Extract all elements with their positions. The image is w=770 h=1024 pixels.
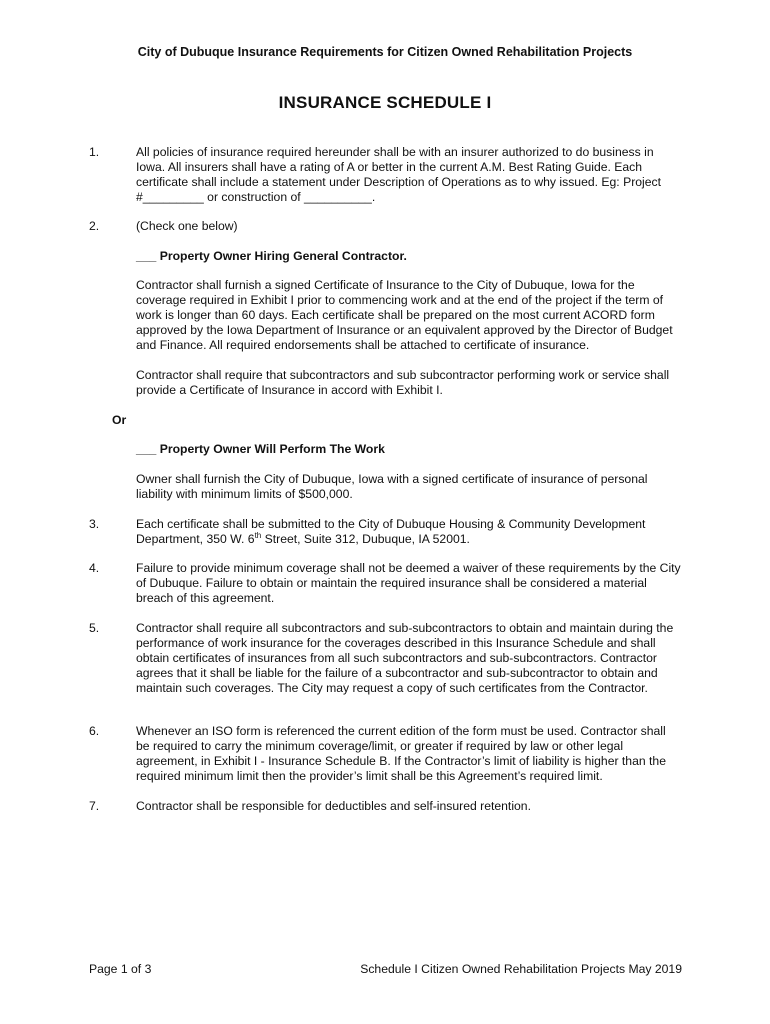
item-number: 6. <box>89 724 100 738</box>
item-text: (Check one below) <box>136 219 238 233</box>
option-a-paragraph-2: Contractor shall require that subcontractors and sub subcontractor performing work or service shall provide a Certificate of Insurance in accord with Exhibit I. <box>136 368 670 397</box>
option-b-heading: ___ Property Owner Will Perform The Work <box>136 442 385 456</box>
item-number: 7. <box>89 799 100 813</box>
running-header: City of Dubuque Insurance Requirements for Citizen Owned Rehabilitation Projects <box>137 45 633 59</box>
item-number: 5. <box>89 621 100 635</box>
item-number: 4. <box>89 561 100 575</box>
item-text: All policies of insurance required hereunder shall be with an insurer authorized to do business in Iowa. All insurers shall have a rating of A or better in the current A.M. Best Rating Guide. Each certificate shall include a statement under Description of Operations as to why issued. Eg: Project #_________ or construction of __________. <box>136 145 662 204</box>
option-a-heading: ___ Property Owner Hiring General Contractor. <box>136 249 407 263</box>
or-label: Or <box>112 413 127 427</box>
item-number: 1. <box>89 145 100 159</box>
page-number: Page 1 of 3 <box>89 962 152 976</box>
ordinal-suffix: th <box>254 530 262 540</box>
option-b-paragraph: Owner shall furnish the City of Dubuque, Iowa with a signed certificate of insurance of personal liability with minimum limits of $500,000. <box>136 472 648 501</box>
item-text: Contractor shall require all subcontractors and sub-subcontractors to obtain and maintain during the performance of work insurance for the coverages described in this Insurance Schedule and shall obtain certificates of insurances from all such subcontractors and sub-subcontractors. Contractor agrees that it shall be liable for the failure of a subcontractor and sub-subcontractor to obtain and maintain such coverages. The City may request a copy of such certificates from the Contractor. <box>136 621 674 695</box>
item-number: 3. <box>89 517 100 531</box>
item-text: Failure to provide minimum coverage shall not be deemed a waiver of these requirements by the City of Dubuque. Failure to obtain or maintain the required insurance shall be considered a material breach of this agreement. <box>136 561 681 605</box>
item-3-line-1: Each certificate shall be submitted to the City of Dubuque Housing & Community Development <box>136 517 646 531</box>
item-3-line-2a: Department, 350 W. 6 <box>136 532 255 546</box>
item-3-line-2b: Street, Suite 312, Dubuque, IA 52001. <box>261 532 470 546</box>
page-title: INSURANCE SCHEDULE I <box>278 93 492 112</box>
item-text: Contractor shall be responsible for deductibles and self-insured retention. <box>136 799 531 813</box>
option-a-paragraph-1: Contractor shall furnish a signed Certificate of Insurance to the City of Dubuque, Iowa for the coverage required in Exhibit I prior to commencing work and at the end of the project if the term of work is longer than 60 days. Each certificate shall be prepared on the most current ACORD form approved by the Iowa Department of Insurance or an equivalent approved by the Director of Budget and Finance. All required endorsements shall be attached to certificate of insurance. <box>136 278 673 352</box>
footer-document-title: Schedule I Citizen Owned Rehabilitation Projects May 2019 <box>360 962 682 976</box>
item-text: Whenever an ISO form is referenced the current edition of the form must be used. Contractor shall be required to carry the minimum coverage/limit, or greater if required by law or other legal agreement, in Exhibit I - Insurance Schedule B. If the Contractor’s limit of liability is higher than the required minimum limit then the provider’s limit shall be this Agreement’s required limit. <box>136 724 666 783</box>
item-number: 2. <box>89 219 100 233</box>
item-text <box>136 517 681 547</box>
